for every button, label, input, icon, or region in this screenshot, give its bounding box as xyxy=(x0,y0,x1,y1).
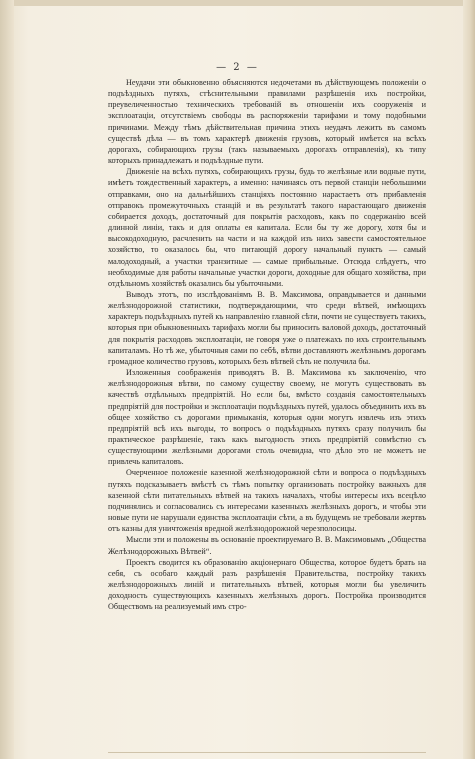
paragraph: Мысли эти и положены въ основаніе проектируемаго В. В. Максимовымъ „Общества Желѣзнодорожныхъ Вѣтвей“. xyxy=(108,535,426,556)
paragraph: Выводъ этотъ, по изслѣдованіямъ В. В. Максимова, оправдывается и данными желѣзнодорожной статистики, подтверждающими, что среди вѣтвей, имѣющихъ характеръ подъѣздныхъ путей къ направленію главной сѣти, почти не существуетъ такихъ, которыя при обыкновенныхъ тарифахъ могли бы приносить валовой доходъ, достаточный для покрытія расходовъ эксплоатаціи, не говоря уже о платежахъ по ихъ строительнымъ капиталамъ. Но тѣ же, убыточныя сами по себѣ, вѣтви доставляютъ желѣзнымъ дорогамъ громадное количество грузовъ, которыхъ безъ вѣтвей сѣть не получила бы. xyxy=(108,289,426,366)
page-right-edge xyxy=(463,0,475,759)
bottom-edge-line xyxy=(108,752,426,753)
paragraph: Очерченное положеніе казенной желѣзнодорожной сѣти и вопроса о подъѣздныхъ путяхъ подсказываетъ вмѣстѣ съ тѣмъ попытку организовать постройку важныхъ для казенной сѣти питательныхъ вѣтвей на такихъ началахъ, чтобы интересы ихъ всецѣло подчинялись и согласовались съ интересами казенныхъ желѣзныхъ дорогъ, и чтобы эти новые пути не нарушали единства эксплоатаціи сѣти, а въ будущемъ не требовали жертвъ отъ казны для уничтоженія вредной желѣзнодорожной черезполосицы. xyxy=(108,468,426,534)
paragraph: Проектъ сводится къ образованію акціонернаго Общества, которое будетъ брать на себя, съ особаго каждый разъ разрѣшенія Правительства, постройку такихъ желѣзнодорожныхъ линій и питательныхъ вѣтвей, которыя могли бы увеличить доходность существующихъ казенныхъ желѣзныхъ дорогъ. Постройка производится Обществомъ на реализуемый имъ стро- xyxy=(108,557,426,612)
page-number: — 2 — xyxy=(216,62,259,73)
paragraph: Движеніе на всѣхъ путяхъ, собирающихъ грузы, будь то желѣзные или водные пути, имѣетъ тождественный характеръ, а именно: начинаясь отъ первой станціи небольшими отправками, оно на дальнѣйшихъ станціяхъ постоянно нарастаетъ отъ прибавленія отправокъ промежуточныхъ станцій и въ результатѣ такого нарастающаго движенія собирается доходъ, достаточный для покрытія расходовъ, какъ по содержанію всей длинной линіи, такъ и для оплаты ея капитала. Если бы ту же дорогу, хотя бы и высокодоходную, расчленить на части и на каждой изъ нихъ завести самостоятельное хозяйство, то оказалось бы, что питающій дорогу начальный пунктъ — самый малодоходный, а участки транзитные — самые прибыльные. Отсюда слѣдуетъ, что необходимые для работы начальные участки дороги, доходные для общаго хозяйства, при отдѣльномъ хозяйствѣ оказались бы убыточными. xyxy=(108,167,426,288)
body-text xyxy=(108,77,426,613)
binding-gutter xyxy=(0,0,14,759)
paragraph: Изложенныя соображенія приводятъ В. В. Максимова къ заключенію, что желѣзнодорожныя вѣтви, по самому существу своему, не могутъ существовать въ качествѣ отдѣльныхъ предпріятій. Но если бы, вмѣсто созданія самостоятельныхъ предпріятій для постройки и эксплоатаціи подъѣздныхъ путей, удалось объединить ихъ въ общее хозяйство съ дорогами примыканія, которыя одни могутъ извлечь изъ этихъ предпріятій всѣ ихъ выгоды, то вопросъ о подъѣздныхъ путяхъ сразу получилъ бы практическое разрѣшеніе, такъ какъ выгодность этихъ предпріятій совмѣстно съ существующими желѣзными дорогами столь очевидна, что дѣло это не можетъ не привлечь капиталовъ. xyxy=(108,368,426,467)
page-top-edge xyxy=(0,0,475,6)
paragraph: Неудачи эти обыкновенно объясняются недочетами въ дѣйствующемъ положеніи о подъѣздныхъ путяхъ, стѣснительными правилами разрѣшенія ихъ постройки, преувеличенностью техническихъ требованій въ отношеніи ихъ сооруженія и эксплоатаціи, отсутствіемъ свободы въ распоряженіи тарифами и тому подобными причинами. Между тѣмъ дѣйствительная причина этихъ неудачъ лежитъ въ самомъ существѣ дѣла — въ томъ характерѣ движенія грузовъ, который имѣется на всѣхъ дорогахъ, собирающихъ грузы (такъ называемыхъ дорогахъ отправленія), къ типу которыхъ принадлежатъ и подъѣздные пути. xyxy=(108,78,426,166)
